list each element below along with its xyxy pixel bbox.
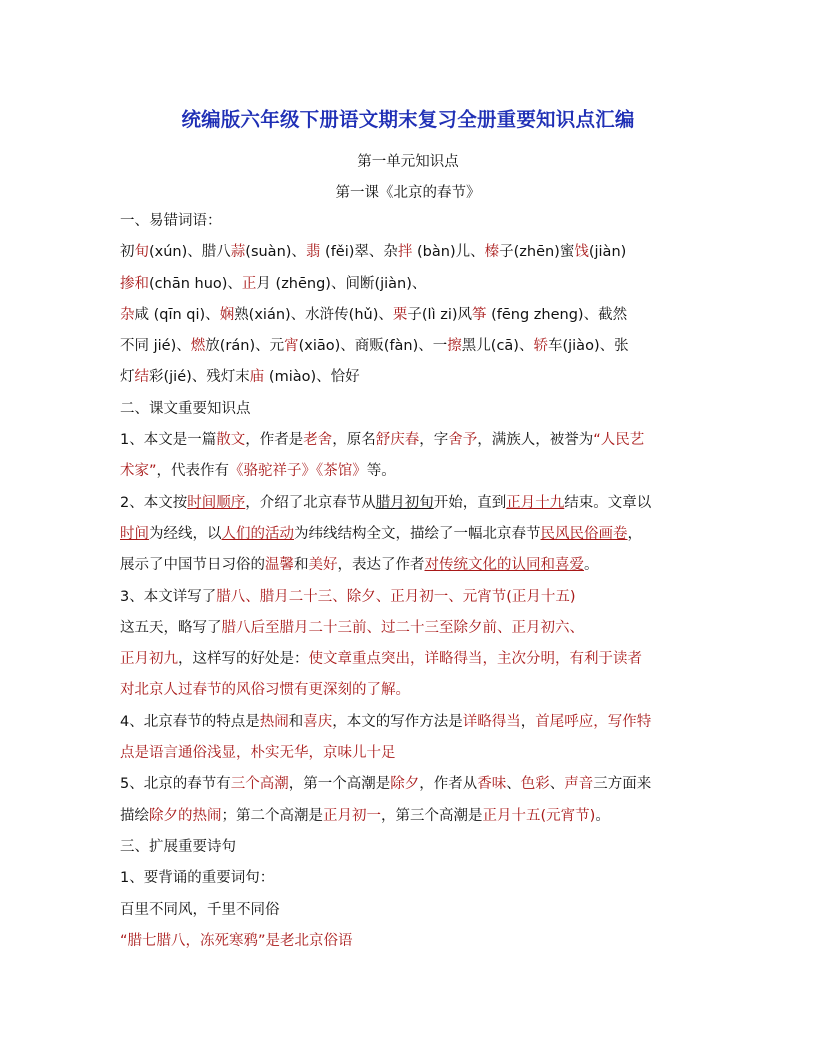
text-segment: (xún)、腊八 bbox=[149, 244, 231, 261]
text-segment: 庙 bbox=[249, 369, 265, 386]
text-segment: 3、本文详写了 bbox=[120, 588, 217, 605]
text-segment: ，这样写的好处是： bbox=[178, 651, 309, 668]
text-segment: 熟(xián)、水浒传(hǔ)、 bbox=[234, 306, 393, 323]
text-segment: 腊八后至腊月二十三前、过二十三至除夕前、正月初六、 bbox=[221, 619, 584, 636]
text-segment: 三个高潮 bbox=[230, 776, 289, 793]
text-line bbox=[120, 300, 700, 331]
text-segment: 对传统文化的认同和喜爱 bbox=[424, 557, 584, 574]
text-segment: 色彩 bbox=[520, 776, 550, 793]
text-segment: 饯 bbox=[574, 244, 589, 261]
text-segment: 筝 bbox=[472, 306, 487, 323]
text-segment: (chān huo)、 bbox=[149, 275, 242, 292]
text-line bbox=[120, 738, 700, 769]
text-segment: 蒜 bbox=[230, 244, 246, 261]
document-title: 统编版六年级下册语文期末复习全册重要知识点汇编 bbox=[181, 108, 635, 131]
text-segment: 《骆驼祥子》《茶馆》 bbox=[229, 463, 367, 480]
text-line bbox=[120, 675, 700, 706]
text-segment: 放(rán)、元 bbox=[205, 338, 285, 355]
text-segment: 、 bbox=[506, 776, 521, 793]
text-segment: 轿 bbox=[533, 338, 548, 355]
text-segment: ，介绍了北京春节从 bbox=[245, 494, 376, 511]
text-segment: 人们的活动 bbox=[221, 525, 294, 542]
text-segment: (bàn)儿、 bbox=[412, 244, 485, 261]
text-segment: (fěi)翠、杂 bbox=[320, 244, 398, 261]
text-line bbox=[120, 707, 700, 738]
text-segment: 初 bbox=[120, 244, 135, 261]
text-segment: 结 bbox=[134, 369, 149, 386]
text-line bbox=[120, 331, 700, 362]
text-segment: 正月十五(元宵节) bbox=[482, 807, 596, 824]
text-segment: 术家” bbox=[120, 463, 157, 480]
text-line bbox=[120, 269, 700, 300]
text-segment: 展示了中国节日习俗的 bbox=[120, 557, 265, 574]
text-segment: 开始，直到 bbox=[433, 494, 507, 511]
text-line bbox=[120, 926, 700, 957]
text-segment: 不同 jié)、 bbox=[120, 338, 191, 355]
text-line bbox=[120, 801, 700, 832]
text-segment: 首尾呼应，写作特 bbox=[535, 713, 652, 730]
text-line bbox=[120, 550, 700, 581]
text-segment: 栗 bbox=[392, 306, 408, 323]
text-segment: 正月初一 bbox=[323, 807, 381, 824]
text-segment: 二、课文重要知识点 bbox=[120, 400, 251, 417]
text-line bbox=[120, 895, 700, 926]
text-segment: 时间 bbox=[120, 525, 149, 542]
text-segment: 为纬线结构全文，描绘了一幅北京春节 bbox=[294, 525, 541, 542]
document-body bbox=[120, 206, 700, 957]
text-segment: 正月十九 bbox=[506, 494, 565, 511]
text-segment: ，本文的写作方法是 bbox=[332, 713, 463, 730]
text-line bbox=[120, 362, 700, 393]
text-segment: 拌 bbox=[397, 244, 413, 261]
text-segment: 描绘 bbox=[120, 807, 149, 824]
text-segment: ，第三个高潮是 bbox=[381, 807, 483, 824]
text-line bbox=[120, 488, 700, 519]
text-segment: 2、本文按 bbox=[120, 494, 188, 511]
text-segment: 宵 bbox=[284, 338, 299, 355]
text-segment: 。 bbox=[595, 807, 610, 824]
text-line bbox=[120, 206, 700, 237]
text-segment: 温馨 bbox=[265, 557, 294, 574]
text-segment: 榛 bbox=[484, 244, 500, 261]
text-segment: 正月初九 bbox=[120, 651, 178, 668]
text-segment: 燃 bbox=[190, 338, 206, 355]
text-segment: 擦 bbox=[447, 338, 462, 355]
text-segment: 民风民俗画卷 bbox=[540, 525, 628, 542]
text-line bbox=[120, 644, 700, 675]
text-segment: ，作者从 bbox=[419, 776, 478, 793]
text-segment: 点是语言通俗浅显，朴实无华，京味儿十足 bbox=[120, 745, 396, 762]
text-segment: 杂 bbox=[120, 306, 135, 323]
text-segment: 掺和 bbox=[120, 275, 149, 292]
text-segment: 老舍 bbox=[303, 432, 333, 449]
text-line bbox=[120, 425, 700, 456]
text-segment: ；第二个高潮是 bbox=[221, 807, 323, 824]
text-segment: 详略得当 bbox=[462, 713, 521, 730]
text-segment: 结束。文章以 bbox=[564, 494, 652, 511]
text-segment: 美好 bbox=[308, 557, 338, 574]
text-segment: 子(lì zi)风 bbox=[407, 306, 473, 323]
text-segment: “腊七腊八，冻死寒鸦”是老北京俗语 bbox=[120, 932, 353, 949]
text-line bbox=[120, 613, 700, 644]
text-segment: (xiāo)、商贩(fàn)、一 bbox=[298, 338, 448, 355]
text-segment: (miào)、恰好 bbox=[264, 369, 360, 386]
text-segment: (suàn)、 bbox=[245, 244, 306, 261]
text-segment: 车(jiào)、张 bbox=[547, 338, 629, 355]
text-segment: 灯 bbox=[120, 369, 135, 386]
text-segment: ，字 bbox=[419, 432, 449, 449]
text-segment: 香味 bbox=[477, 776, 507, 793]
text-segment: 散文 bbox=[216, 432, 246, 449]
text-segment: ，表达了作者 bbox=[337, 557, 425, 574]
text-segment: 1、本文是一篇 bbox=[120, 432, 217, 449]
text-segment: 娴 bbox=[219, 306, 235, 323]
text-segment: 一、易错词语： bbox=[120, 213, 222, 229]
text-segment: ，第一个高潮是 bbox=[288, 776, 391, 793]
text-line bbox=[120, 832, 700, 863]
text-segment: 喜庆 bbox=[303, 713, 333, 730]
text-segment: 三方面来 bbox=[593, 776, 652, 793]
text-segment: 热闹 bbox=[259, 713, 289, 730]
text-segment: ，原名 bbox=[332, 432, 376, 449]
text-line bbox=[120, 394, 700, 425]
text-segment: 5、北京的春节有 bbox=[120, 776, 231, 793]
text-segment: 。 bbox=[584, 557, 599, 574]
text-segment: ， bbox=[520, 713, 536, 730]
text-segment: 1、要背诵的重要词句： bbox=[120, 870, 275, 887]
text-segment: ，代表作有 bbox=[156, 463, 230, 480]
text-segment: 这五天，略写了 bbox=[120, 619, 222, 636]
text-segment: 黑儿(cā)、 bbox=[461, 338, 534, 355]
text-segment: 彩(jié)、残灯末 bbox=[149, 369, 250, 386]
text-segment: 和 bbox=[288, 713, 304, 730]
text-segment: 对北京人过春节的风俗习惯有更深刻的了解。 bbox=[120, 682, 410, 699]
text-segment: 4、北京春节的特点是 bbox=[120, 713, 260, 730]
text-segment: 舒庆春 bbox=[375, 432, 420, 449]
text-segment: 腊月初旬 bbox=[375, 494, 434, 511]
text-segment: 旬 bbox=[134, 244, 149, 261]
text-segment: 正 bbox=[241, 275, 257, 292]
text-line bbox=[120, 456, 700, 487]
text-line bbox=[120, 582, 700, 613]
text-segment: ，作者是 bbox=[245, 432, 304, 449]
text-segment: 翡 bbox=[305, 244, 321, 261]
text-segment: 子(zhēn)蜜 bbox=[499, 244, 575, 261]
text-line bbox=[120, 519, 700, 550]
text-segment: 三、扩展重要诗句 bbox=[120, 838, 236, 855]
text-segment: 月 (zhēng)、间断(jiàn)、 bbox=[256, 275, 427, 292]
text-line bbox=[120, 863, 700, 894]
lesson-heading: 第一课《北京的春节》 bbox=[335, 185, 481, 201]
text-segment: 腊八、腊月二十三、除夕、正月初一、元宵节(正月十五) bbox=[216, 588, 576, 605]
text-segment: 除夕 bbox=[390, 776, 420, 793]
text-segment: 为经线，以 bbox=[149, 525, 222, 542]
text-segment: 使文章重点突出，详略得当，主次分明，有利于读者 bbox=[308, 651, 642, 668]
text-segment: (jiàn) bbox=[588, 244, 627, 261]
text-segment: ， bbox=[627, 525, 642, 542]
unit-heading: 第一单元知识点 bbox=[357, 154, 459, 170]
text-segment: (fēng zheng)、截然 bbox=[486, 306, 628, 323]
text-segment: 百里不同风，千里不同俗 bbox=[120, 901, 280, 918]
text-segment: 等。 bbox=[366, 463, 396, 480]
text-segment: 、 bbox=[549, 776, 565, 793]
text-segment: 舍予 bbox=[448, 432, 478, 449]
text-line bbox=[120, 769, 700, 800]
text-segment: 声音 bbox=[564, 776, 594, 793]
text-segment: ，满族人，被誉为 bbox=[477, 432, 594, 449]
text-segment: 除夕的热闹 bbox=[149, 807, 222, 824]
text-line bbox=[120, 237, 700, 268]
text-segment: 咸 (qīn qi)、 bbox=[134, 306, 220, 323]
text-segment: “人民艺 bbox=[593, 432, 645, 449]
text-segment: 时间顺序 bbox=[187, 494, 246, 511]
text-segment: 和 bbox=[294, 557, 309, 574]
